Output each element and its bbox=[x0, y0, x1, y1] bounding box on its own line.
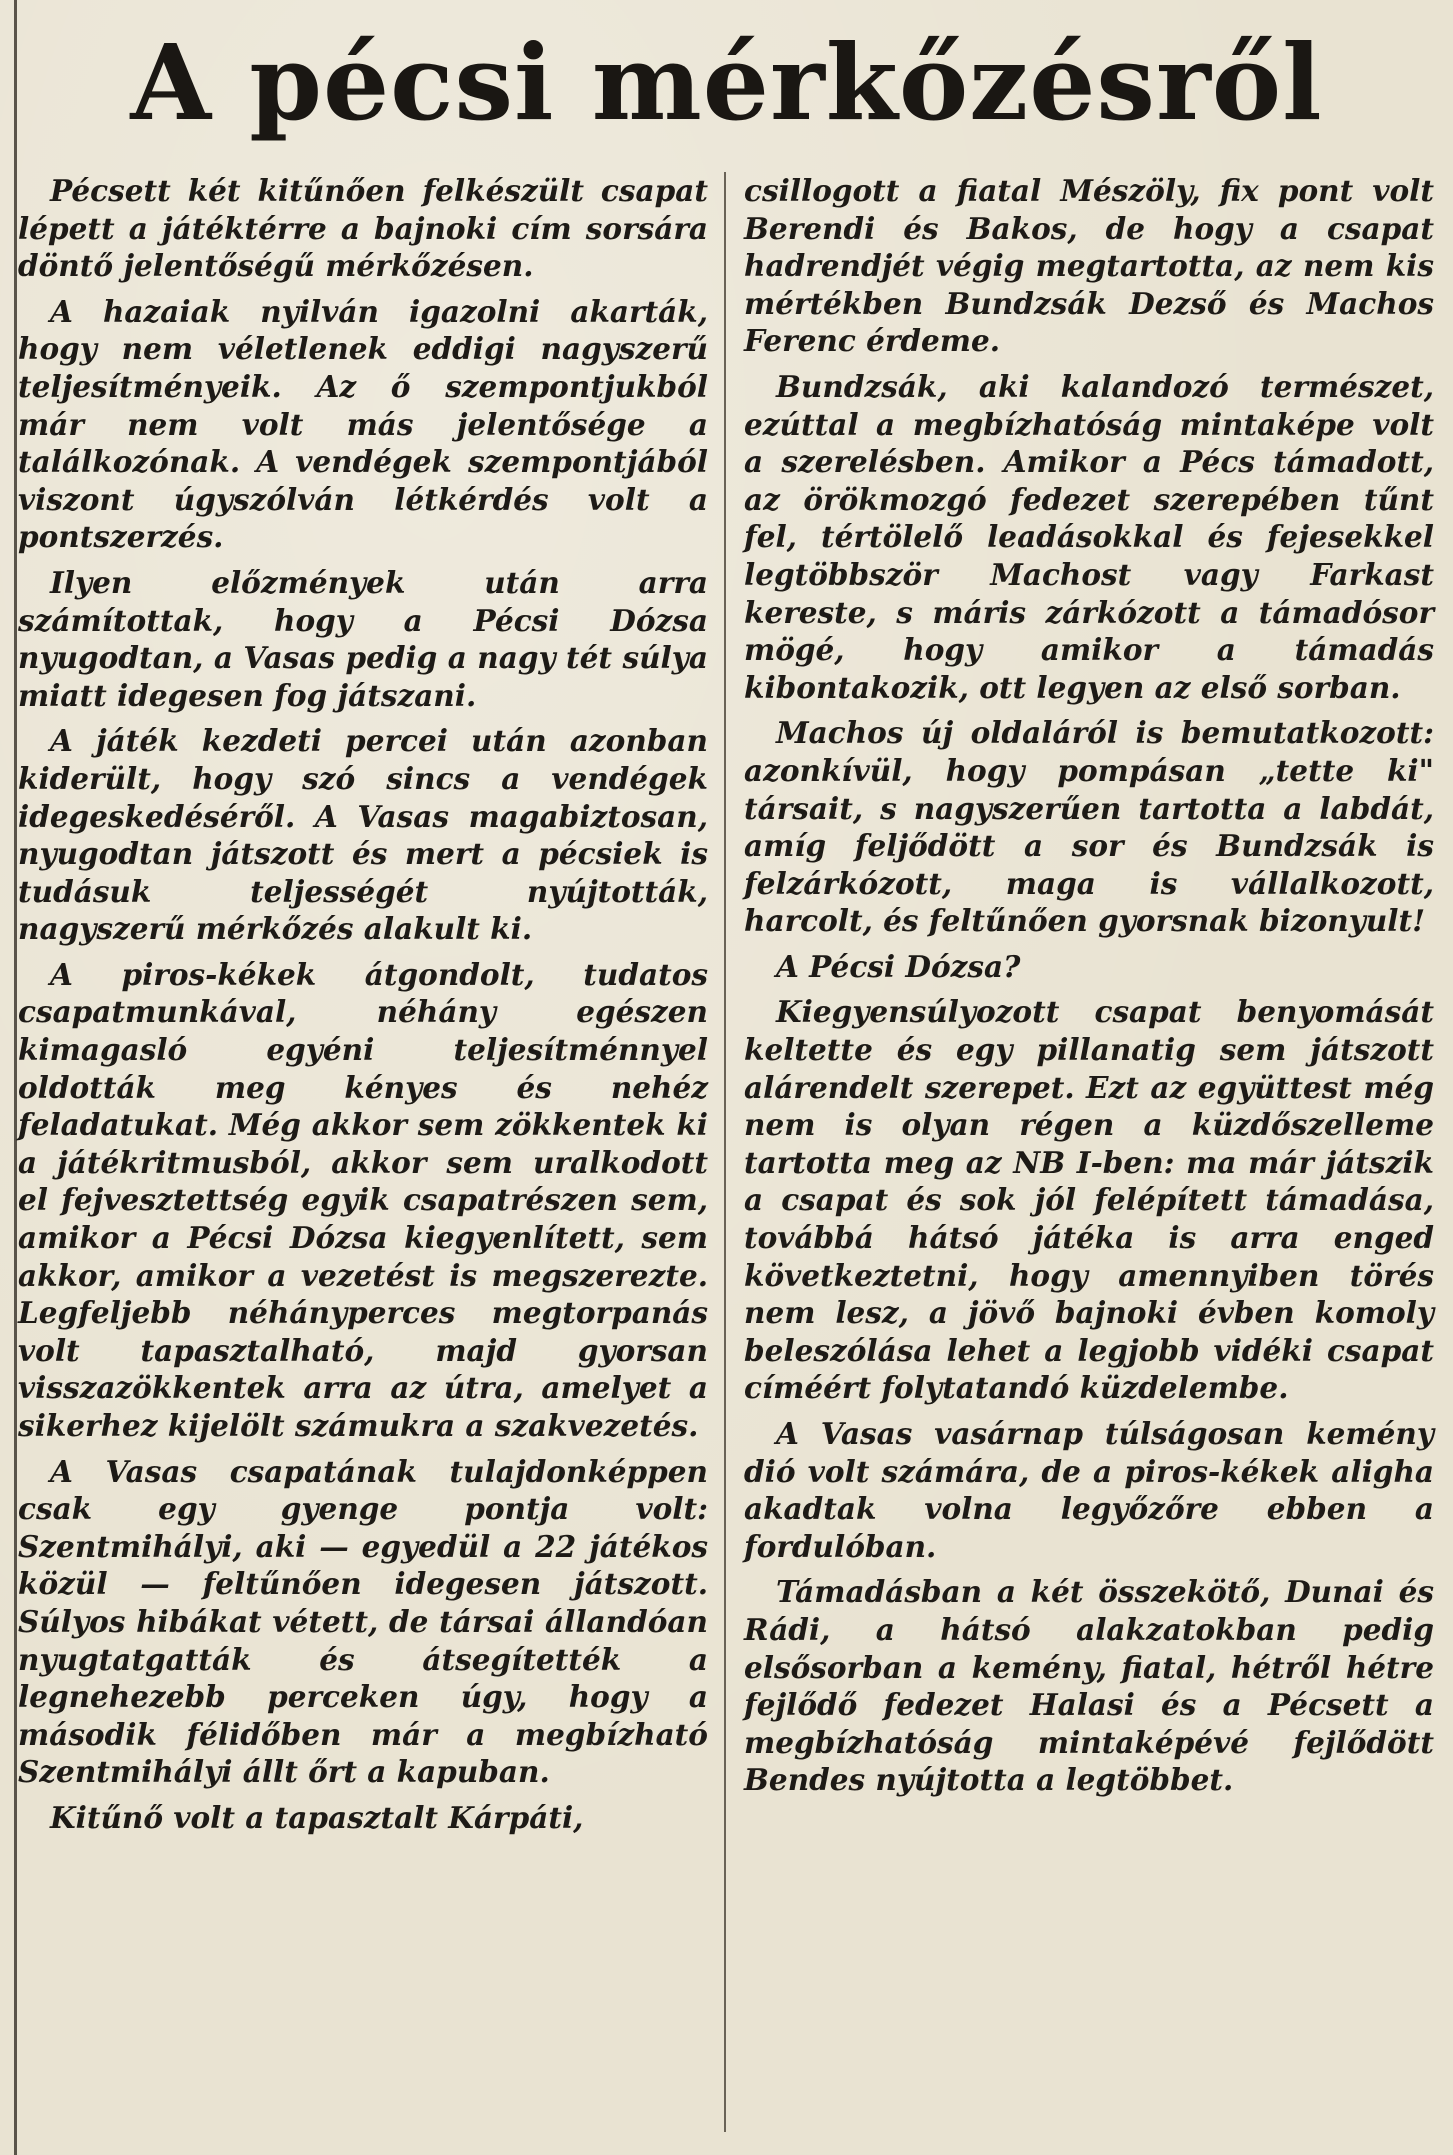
paragraph: A piros-kékek átgondolt, tudatos csapatmunkával, néhány egészen kimagasló egyéni teljesítménnyel oldották meg kényes és nehéz feladatukat. Még akkor sem zökkentek ki a játékritmusból, akkor sem uralkodott el fejvesztettség egyik csapatrészen sem, amikor a Pécsi Dózsa kiegyenlített, sem akkor, amikor a vezetést is megszerezte. Legfeljebb néhányperces megtorpanás volt tapasztalható, majd gyorsan visszazökkentek arra az útra, amelyet a sikerhez kijelölt számukra a szakvezetés. bbox=[18, 956, 708, 1443]
paragraph: Ilyen előzmények után arra számítottak, hogy a Pécsi Dózsa nyugodtan, a Vasas pedig a nagy tét súlya miatt idegesen fog játszani. bbox=[18, 564, 708, 713]
paragraph: Kiegyensúlyozott csapat benyomását keltette és egy pillanatig sem játszott alárendelt szerepet. Ezt az együttest még nem is olyan régen a küzdőszelleme tartotta meg az NB I-ben: ma már játszik a csapat és sok jól felépített támadása, továbbá hátsó játéka is arra enged következtetni, hogy amennyiben törés nem lesz, a jövő bajnoki évben komoly beleszólása lehet a legjobb vidéki csapat címéért folytatandó küzdelembe. bbox=[744, 994, 1434, 1406]
subheading: A Pécsi Dózsa? bbox=[776, 948, 1021, 984]
column-divider bbox=[724, 172, 726, 2132]
paragraph: A játék kezdeti percei után azonban kiderült, hogy szó sincs a vendégek idegeskedéséről. A Vasas magabiztosan, nyugodtan játszott és mert a pécsiek is tudásuk teljességét nyújtották, nagyszerű mérkőzés alakult ki. bbox=[18, 723, 708, 947]
paragraph: Bundzsák, aki kalandozó természet, ezúttal a megbízhatóság mintaképe volt a szerelésben. Amikor a Pécs támadott, az örökmozgó fedezet szerepében tűnt fel, tértölelő leadásokkal és fejesekkel legtöbbször Machost vagy Farkast kereste, s máris zárkózott a támadósor mögé, hogy amikor a támadás kibontakozik, ott legyen az első sorban. bbox=[744, 368, 1434, 705]
left-edge-rule bbox=[14, 0, 17, 2155]
paragraph: Kitűnő volt a tapasztalt Kárpáti, bbox=[50, 1799, 584, 1835]
paragraph: A Vasas csapatának tulajdonképpen csak egy gyenge pontja volt: Szentmihályi, aki — egyedül a 22 játékos közül — feltűnően idegesen játszott. Súlyos hibákat vétett, de társai állandóan nyugtatgatták és átsegítették a legnehezebb perceken úgy, hogy a második félidőben már a megbízható Szentmihályi állt őrt a kapuban. bbox=[18, 1453, 708, 1790]
article-column-right bbox=[744, 172, 1434, 1807]
article-headline: A pécsi mérkőzésről bbox=[130, 21, 1323, 144]
paragraph: A hazaiak nyilván igazolni akarták, hogy nem véletlenek eddigi nagyszerű teljesítményeik. Az ő szempontjukból már nem volt más jelentősége a találkozónak. A vendégek szempontjából viszont úgyszólván létkérdés volt a pontszerzés. bbox=[18, 293, 708, 555]
paragraph: A Vasas vasárnap túlságosan kemény dió volt számára, de a piros-kékek aligha akadtak volna legyőzőre ebben a fordulóban. bbox=[744, 1416, 1434, 1564]
paragraph: Támadásban a két összekötő, Dunai és Rádi, a hátsó alakzatokban pedig elsősorban a kemény, fiatal, hétről hétre fejlődő fedezet Halasi és a Pécsett a megbízhatóság mintaképévé fejlődött Bendes nyújtotta a legtöbbet. bbox=[744, 1574, 1434, 1798]
paragraph: Pécsett két kitűnően felkészült csapat lépett a játéktérre a bajnoki cím sorsára döntő jelentőségű mérkőzésen. bbox=[18, 173, 708, 284]
paragraph: Machos új oldaláról is bemutatkozott: azonkívül, hogy pompásan „tette ki" társait, s nagyszerűen tartotta a labdát, amíg feljődött a sor és Bundzsák is felzárkózott, maga is vállalkozott, harcolt, és feltűnően gyorsnak bizonyult! bbox=[744, 715, 1434, 939]
paragraph: csillogott a fiatal Mészöly, fix pont volt Berendi és Bakos, de hogy a csapat hadrendjét végig megtartotta, az nem kis mértékben Bundzsák Dezső és Machos Ferenc érdeme. bbox=[744, 173, 1434, 359]
article-column-left bbox=[18, 172, 708, 1845]
